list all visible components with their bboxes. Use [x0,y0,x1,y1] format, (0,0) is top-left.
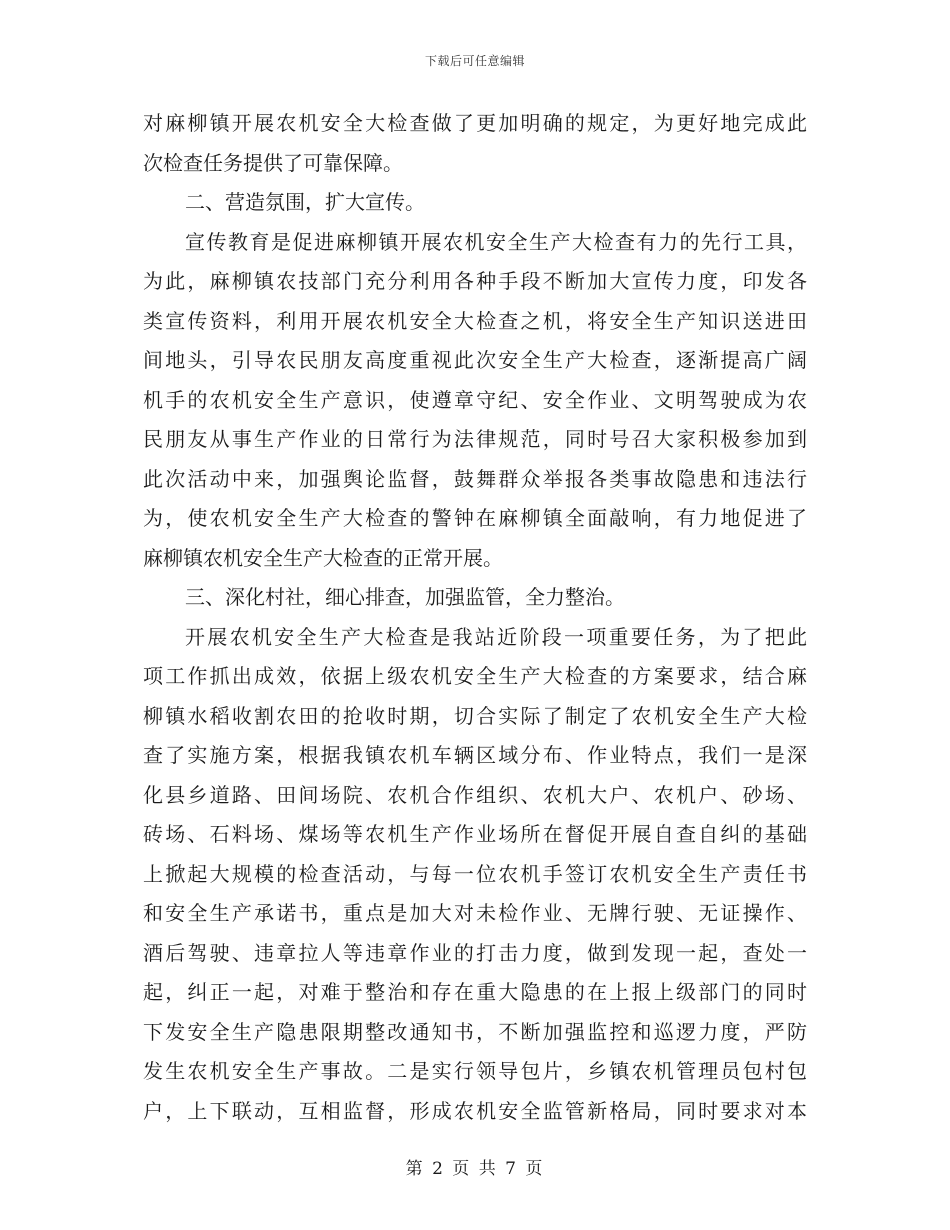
text-line: 宣传教育是促进麻柳镇开展农机安全生产大检查有力的先行工具， [185,229,807,254]
text-line: 项工作抓出成效，依据上级农机安全生产大检查的方案要求，结合麻 [143,664,807,688]
page-header-note: 下载后可任意编辑 [424,54,525,68]
text-line: 此次活动中来，加强舆论监督，鼓舞群众举报各类事故隐患和违法行 [143,466,807,491]
text-line: 上掀起大规模的检查活动，与每一位农机手签订农机安全生产责任书 [143,861,807,886]
document-body [143,104,807,1131]
text-line: 户，上下联动，互相监督，形成农机安全监管新格局，同时要求对本 [143,1098,807,1123]
text-line: 起，纠正一起，对难于整治和存在重大隐患的在上报上级部门的同时 [143,980,807,1004]
page-number: 第 2 页 共 7 页 [405,1159,545,1179]
text-line: 麻柳镇农机安全生产大检查的正常开展。 [143,545,503,570]
text-line: 次检查任务提供了可靠保障。 [143,150,403,175]
text-line: 下发安全生产隐患限期整改通知书，不断加强监控和巡逻力度，严防 [143,1019,807,1044]
section-heading: 二、营造氛围，扩大宣传。 [185,190,425,214]
text-line: 查了实施方案，根据我镇农机车辆区域分布、作业特点，我们一是深 [143,743,807,767]
text-line: 民朋友从事生产作业的日常行为法律规范，同时号召大家积极参加到 [143,427,807,451]
text-line: 开展农机安全生产大检查是我站近阶段一项重要任务，为了把此 [185,624,807,649]
text-line: 间地头，引导农民朋友高度重视此次安全生产大检查，逐渐提高广阔 [143,348,807,372]
text-line: 机手的农机安全生产意识，使遵章守纪、安全作业、文明驾驶成为农 [143,387,807,412]
text-line: 砖场、石料场、煤场等农机生产作业场所在督促开展自查自纠的基础 [143,822,807,846]
text-line: 和安全生产承诺书，重点是加大对未检作业、无牌行驶、无证操作、 [143,901,807,925]
text-line: 化县乡道路、田间场院、农机合作组织、农机大户、农机户、砂场、 [143,782,807,807]
text-line: 酒后驾驶、违章拉人等违章作业的打击力度，做到发现一起，查处一 [143,940,807,965]
text-line: 为，使农机安全生产大检查的警钟在麻柳镇全面敲响，有力地促进了 [143,506,807,530]
text-line: 为此，麻柳镇农技部门充分利用各种手段不断加大宣传力度，印发各 [143,269,807,293]
text-line: 类宣传资料，利用开展农机安全大检查之机，将安全生产知识送进田 [143,308,807,333]
text-line: 对麻柳镇开展农机安全大检查做了更加明确的规定，为更好地完成此 [143,111,807,135]
section-heading: 三、深化村社，细心排查，加强监管，全力整治。 [185,585,625,609]
text-line: 柳镇水稻收割农田的抢收时期，切合实际了制定了农机安全生产大检 [143,703,807,728]
text-line: 发生农机安全生产事故。二是实行领导包片，乡镇农机管理员包村包 [143,1059,807,1083]
